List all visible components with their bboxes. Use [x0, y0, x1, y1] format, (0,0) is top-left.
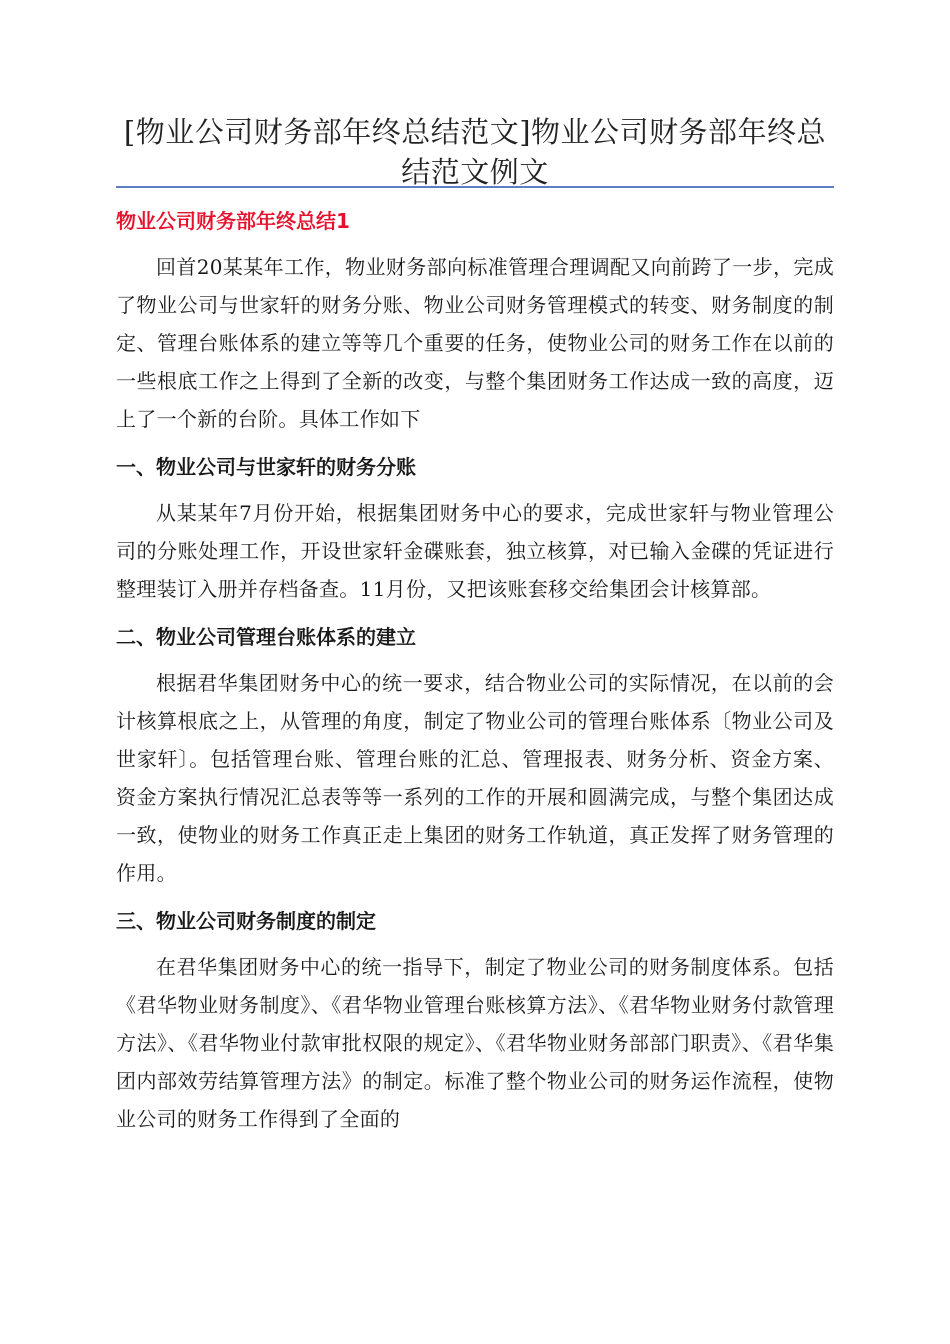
section-heading-2: 二、物业公司管理台账体系的建立: [116, 625, 416, 649]
document-title: [物业公司财务部年终总结范文]物业公司财务部年终总结范文例文: [123, 115, 827, 189]
section-heading-3: 三、物业公司财务制度的制定: [116, 909, 376, 933]
title-divider: [116, 186, 834, 188]
section-heading-1: 一、物业公司与世家轩的财务分账: [116, 455, 416, 479]
section-paragraph-3: 在君华集团财务中心的统一指导下，制定了物业公司的财务制度体系。包括《君华物业财务制度》、《君华物业管理台账核算方法》、《君华物业财务付款管理方法》、《君华物业付款审批权限的规定》、《君华物业财务部部门职责》、《君华集团内部效劳结算管理方法》的制定。标准了整个物业公司的财务运作流程，使物业公司的财务工作得到了全面的: [116, 955, 834, 1131]
section-paragraph-2: 根据君华集团财务中心的统一要求，结合物业公司的实际情况，在以前的会计核算根底之上，从管理的角度，制定了物业公司的管理台账体系〔物业公司及世家轩〕。包括管理台账、管理台账的汇总、管理报表、财务分析、资金方案、资金方案执行情况汇总表等等一系列的工作的开展和圆满完成，与整个集团达成一致，使物业的财务工作真正走上集团的财务工作轨道，真正发挥了财务管理的作用。: [116, 671, 834, 885]
document-body: [116, 206, 834, 1138]
intro-paragraph: 回首20某某年工作，物业财务部向标准管理合理调配又向前跨了一步，完成了物业公司与世家轩的财务分账、物业公司财务管理模式的转变、财务制度的制定、管理台账体系的建立等等几个重要的任务，使物业公司的财务工作在以前的一些根底工作之上得到了全新的改变，与整个集团财务工作达成一致的高度，迈上了一个新的台阶。具体工作如下: [116, 255, 834, 431]
section-subtitle: 物业公司财务部年终总结1: [116, 209, 350, 233]
section-paragraph-1: 从某某年7月份开始，根据集团财务中心的要求，完成世家轩与物业管理公司的分账处理工作，开设世家轩金碟账套，独立核算，对已输入金碟的凭证进行整理装订入册并存档备查。11月份，又把该账套移交给集团会计核算部。: [116, 501, 834, 601]
